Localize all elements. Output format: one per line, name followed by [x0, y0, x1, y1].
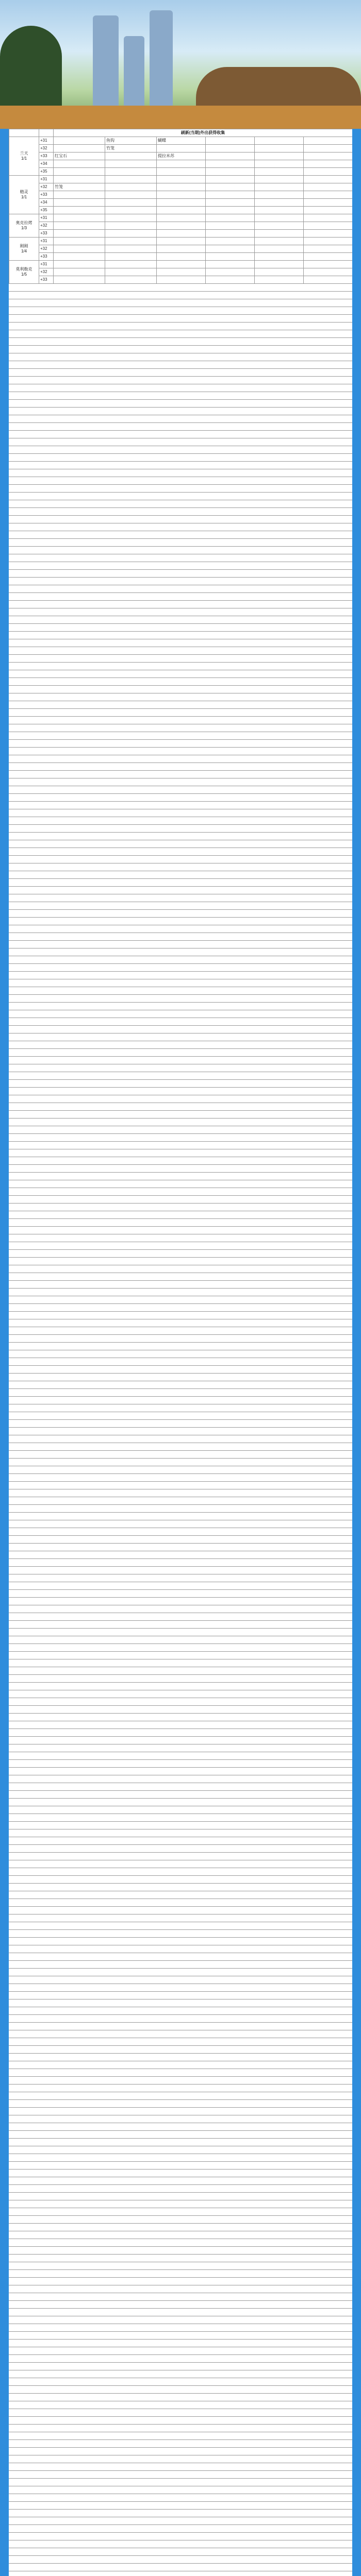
header-level: [39, 129, 54, 137]
item-cell: [157, 160, 206, 168]
castle-tower: [93, 15, 119, 118]
item-cell: [157, 191, 206, 199]
item-cell: [54, 199, 105, 207]
item-cell: [157, 222, 206, 230]
item-cell: [255, 145, 304, 152]
data-sheet: [9, 129, 352, 2576]
item-cell: [255, 238, 304, 245]
level-cell: +31: [39, 137, 54, 145]
castle-tower: [150, 10, 173, 118]
item-cell: [255, 276, 304, 284]
item-cell: [206, 176, 255, 183]
item-cell: [105, 261, 157, 268]
item-cell: [54, 145, 105, 152]
item-cell: [54, 230, 105, 238]
item-cell: [206, 276, 255, 284]
item-cell: [255, 168, 304, 176]
item-cell: [157, 176, 206, 183]
level-cell: +32: [39, 145, 54, 152]
item-cell: [54, 276, 105, 284]
item-cell: [304, 152, 353, 160]
item-cell: [255, 230, 304, 238]
item-cell: [255, 253, 304, 261]
item-cell: [304, 191, 353, 199]
table-row: [9, 222, 353, 230]
item-cell: [255, 222, 304, 230]
item-cell: [304, 245, 353, 253]
level-cell: +33: [39, 152, 54, 160]
item-cell: [54, 238, 105, 245]
item-cell: [105, 207, 157, 214]
table-row: [9, 160, 353, 168]
table-row: [9, 176, 353, 183]
item-cell: [54, 268, 105, 276]
level-cell: +32: [39, 183, 54, 191]
table-row: [9, 183, 353, 191]
level-cell: +33: [39, 191, 54, 199]
table-row: [9, 276, 353, 284]
level-cell: +32: [39, 268, 54, 276]
table-row: [9, 268, 353, 276]
item-cell: [206, 199, 255, 207]
item-cell: [304, 207, 353, 214]
item-cell: [206, 137, 255, 145]
day-label: 莫利勒克 1/5: [9, 261, 39, 284]
day-label: 刚刚 1/4: [9, 238, 39, 261]
item-cell: [206, 191, 255, 199]
item-cell: [304, 183, 353, 191]
header-day: [9, 129, 39, 137]
table-row: [9, 145, 353, 152]
item-cell: [157, 253, 206, 261]
item-cell: [157, 238, 206, 245]
item-cell: [157, 268, 206, 276]
item-cell: [105, 276, 157, 284]
item-cell: [54, 191, 105, 199]
item-cell: 竹笼: [54, 183, 105, 191]
level-cell: +31: [39, 214, 54, 222]
level-cell: +35: [39, 168, 54, 176]
item-cell: [304, 222, 353, 230]
item-cell: [206, 207, 255, 214]
item-cell: [206, 214, 255, 222]
item-cell: [255, 245, 304, 253]
item-cell: [105, 160, 157, 168]
item-cell: [304, 230, 353, 238]
level-cell: +31: [39, 261, 54, 268]
item-cell: [255, 214, 304, 222]
table-row: [9, 238, 353, 245]
day-label: 兰天 1/1: [9, 137, 39, 176]
hero-banner-image: [0, 0, 361, 129]
level-cell: +33: [39, 276, 54, 284]
level-cell: +31: [39, 176, 54, 183]
item-cell: [304, 168, 353, 176]
day-label: 奥克拉烤 1/3: [9, 214, 39, 238]
item-cell: [255, 191, 304, 199]
item-cell: [304, 238, 353, 245]
level-cell: +31: [39, 238, 54, 245]
item-cell: [157, 230, 206, 238]
item-cell: [105, 245, 157, 253]
item-cell: 红宝石: [54, 152, 105, 160]
level-cell: +34: [39, 199, 54, 207]
header-title: 刷新(当期)外出获得收集: [54, 129, 353, 137]
item-cell: [206, 152, 255, 160]
item-cell: [105, 253, 157, 261]
item-cell: [304, 145, 353, 152]
item-cell: [54, 160, 105, 168]
table-row: [9, 214, 353, 222]
item-cell: [157, 168, 206, 176]
item-cell: [206, 253, 255, 261]
item-cell: [206, 238, 255, 245]
table-row: [9, 261, 353, 268]
item-cell: [157, 207, 206, 214]
table-row: [9, 253, 353, 261]
item-cell: [54, 207, 105, 214]
table-row: [9, 245, 353, 253]
level-cell: +33: [39, 253, 54, 261]
level-cell: +34: [39, 160, 54, 168]
table-row: [9, 168, 353, 176]
table-row: [9, 230, 353, 238]
item-cell: 蝴蝶: [157, 137, 206, 145]
item-cell: [54, 222, 105, 230]
item-cell: [105, 199, 157, 207]
item-cell: [255, 137, 304, 145]
item-cell: [105, 152, 157, 160]
item-cell: [304, 160, 353, 168]
item-cell: 鱼钩: [105, 137, 157, 145]
item-cell: 竹笼: [105, 145, 157, 152]
item-cell: [105, 191, 157, 199]
item-cell: [255, 160, 304, 168]
item-cell: [54, 261, 105, 268]
level-cell: +32: [39, 222, 54, 230]
ground: [0, 106, 361, 129]
item-cell: [206, 222, 255, 230]
item-cell: [255, 183, 304, 191]
item-cell: [157, 145, 206, 152]
item-cell: [206, 145, 255, 152]
table-continuation: [9, 284, 352, 2576]
item-cell: [304, 253, 353, 261]
item-cell: [255, 176, 304, 183]
level-cell: +33: [39, 230, 54, 238]
item-cell: [105, 214, 157, 222]
item-cell: [206, 245, 255, 253]
item-cell: [105, 268, 157, 276]
schedule-table: [9, 129, 352, 284]
item-cell: [105, 183, 157, 191]
level-cell: +32: [39, 245, 54, 253]
item-cell: [206, 168, 255, 176]
item-cell: [206, 230, 255, 238]
item-cell: [255, 207, 304, 214]
item-cell: [54, 176, 105, 183]
item-cell: [206, 183, 255, 191]
item-cell: [54, 245, 105, 253]
item-cell: [157, 261, 206, 268]
item-cell: [304, 276, 353, 284]
item-cell: [206, 261, 255, 268]
item-cell: [304, 268, 353, 276]
table-row: [9, 152, 353, 160]
day-label: 精灵 1/1: [9, 176, 39, 214]
item-cell: [105, 176, 157, 183]
item-cell: [255, 199, 304, 207]
item-cell: [304, 199, 353, 207]
item-cell: [54, 137, 105, 145]
item-cell: [157, 214, 206, 222]
item-cell: [304, 137, 353, 145]
item-cell: [105, 222, 157, 230]
item-cell: [54, 253, 105, 261]
item-cell: [206, 268, 255, 276]
item-cell: 提拉米苏: [157, 152, 206, 160]
item-cell: [157, 199, 206, 207]
item-cell: [255, 268, 304, 276]
table-row: [9, 199, 353, 207]
table-row: [9, 191, 353, 199]
item-cell: [105, 168, 157, 176]
item-cell: [157, 245, 206, 253]
level-cell: +35: [39, 207, 54, 214]
item-cell: [157, 183, 206, 191]
item-cell: [54, 214, 105, 222]
table-row: [9, 137, 353, 145]
item-cell: [105, 230, 157, 238]
item-cell: [206, 160, 255, 168]
item-cell: [255, 261, 304, 268]
item-cell: [304, 261, 353, 268]
item-cell: [304, 176, 353, 183]
item-cell: [54, 168, 105, 176]
table-row: [9, 207, 353, 214]
item-cell: [105, 238, 157, 245]
item-cell: [157, 276, 206, 284]
item-cell: [304, 214, 353, 222]
item-cell: [255, 152, 304, 160]
